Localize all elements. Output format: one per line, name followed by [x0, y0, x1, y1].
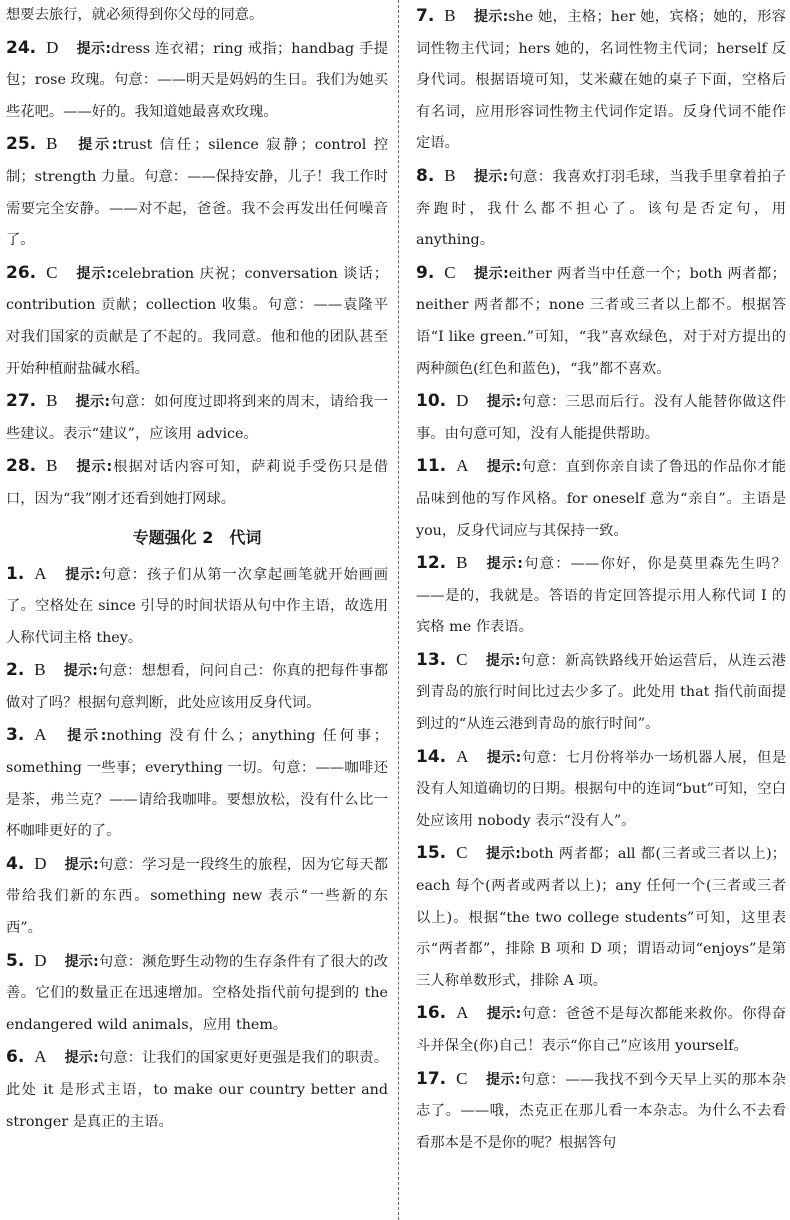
- answer-letter: B: [456, 553, 468, 573]
- answer-item: [6, 450, 388, 515]
- explanation-text: 句意：——我找不到今天早上买的那本杂志了。——哦，杰克正在那儿看一本杂志。为什么不去看看那本是不是你的呢？根据答句: [416, 1071, 786, 1151]
- question-number: 13.: [416, 649, 447, 670]
- answer-item: [416, 0, 786, 160]
- hint-label: 提示:: [485, 652, 521, 669]
- explanation-text: 句意：学习是一段终生的旅程，因为它每天都带给我们新的东西。something new 表示“一些新的东西”。: [6, 856, 388, 937]
- question-number: 8.: [416, 165, 435, 186]
- hint-label: 提示:: [76, 40, 111, 57]
- answer-letter: B: [34, 660, 46, 680]
- right-column: [404, 0, 790, 1159]
- hint-label: 提示:: [75, 459, 113, 476]
- answer-item: [6, 1041, 388, 1138]
- answer-letter: B: [444, 6, 456, 25]
- explanation-text: celebration 庆祝；conversation 谈话；contribution 贡献；collection 收集。句意：——袁隆平对我们国家的贡献是了不起的。我同意。他和他的团队甚至开始种植耐盐碱水稻。: [6, 265, 388, 377]
- question-number: 4.: [6, 853, 25, 874]
- continuation-text: 想要去旅行，就必须得到你父母的同意。: [6, 7, 264, 23]
- hint-label: 提示:: [486, 394, 522, 411]
- answer-item: [416, 385, 786, 450]
- answer-item: [6, 32, 388, 129]
- explanation-text: 句意：新高铁路线开始运营后，从连云港到青岛的旅行时间比过去少多了。此处用 that 指代前面提到过的“从连云港到青岛的旅行时间”。: [416, 652, 786, 733]
- answer-item: [6, 257, 388, 385]
- explanation-text: she 她，主格；her 她，宾格；她的，形容词性物主代词；hers 她的，名词性物主代词；herself 反身代词。根据语境可知，艾米藏在她的桌子下面，空格后有名词，应用形容词性物主代词作定语。反身代词不能作定语。: [416, 9, 786, 152]
- hint-label: 提示:: [75, 265, 112, 282]
- explanation-text: both 两者都；all 都(三者或三者以上)；each 每个(两者或两者以上)；any 任何一个(三者或三者以上)。根据“the two college students”可知，这里表示“两者都”，排除 B 项和 D 项；谓语动词“enjoys”是第三人称单数形式，排除 A 项。: [416, 846, 787, 989]
- explanation-text: 句意：孩子们从第一次拿起画笔就开始画画了。空格处在 since 引导的时间状语从句中作主语，故选用人称代词主格 they。: [6, 566, 388, 646]
- question-number: 17.: [416, 1068, 447, 1089]
- question-number: 27.: [6, 391, 37, 412]
- answer-item: [416, 450, 786, 547]
- question-number: 10.: [416, 391, 447, 412]
- hint-label: 提示:: [473, 168, 509, 185]
- answer-item: [6, 558, 388, 655]
- hint-label: 提示:: [64, 566, 101, 583]
- question-number: 7.: [416, 6, 435, 26]
- hint-label: 提示:: [473, 265, 509, 282]
- hint-label: 提示:: [75, 394, 111, 411]
- question-number: 14.: [416, 746, 447, 767]
- answer-item: [6, 654, 388, 719]
- question-number: 12.: [416, 553, 447, 574]
- explanation-text: 句意：爸爸不是每次都能来救你。你得奋斗并保全(你)自己！表示“你自己”应该用 yourself。: [416, 1006, 786, 1054]
- answer-item: [6, 385, 388, 450]
- answer-letter: B: [444, 165, 456, 185]
- hint-label: 提示:: [64, 1050, 99, 1067]
- answer-item: [416, 741, 786, 838]
- question-number: 24.: [6, 37, 37, 58]
- answer-letter: D: [46, 37, 59, 57]
- section-title: [6, 520, 388, 556]
- explanation-text: 句意：如何度过即将到来的周末，请给我一些建议。表示“建议”，应该用 advice。: [6, 394, 388, 442]
- explanation-text: either 两者当中任意一个；both 两者都；neither 两者都不；none 三者或三者以上都不。根据答语“I like green.”可知，“我”喜欢绿色，对于对方提出的两种颜色(红色和蓝色)，“我”都不喜欢。: [416, 265, 786, 377]
- hint-label: 提示:: [64, 953, 99, 970]
- explanation-text: 句意：三思而后行。没有人能替你做这件事。由句意可知，没有人能提供帮助。: [416, 394, 786, 442]
- answer-letter: C: [456, 1068, 468, 1088]
- question-number: 16.: [416, 1003, 447, 1024]
- hint-label: 提示:: [485, 1071, 521, 1088]
- left-items-group-a: [6, 32, 388, 516]
- answer-item: [6, 945, 388, 1042]
- explanation-text: 句意：让我们的国家更好更强是我们的职责。此处 it 是形式主语，to make our country better and stronger 是真正的主语。: [6, 1050, 388, 1130]
- hint-label: 提示:: [63, 663, 98, 680]
- answer-letter: B: [46, 456, 58, 476]
- answer-letter: A: [34, 725, 47, 745]
- hint-label: 提示:: [486, 749, 522, 766]
- answer-letter: C: [444, 262, 456, 282]
- question-number: 15.: [416, 843, 447, 864]
- answer-letter: D: [456, 391, 469, 411]
- answer-item: [6, 128, 388, 256]
- explanation-text: 句意：濒危野生动物的生存条件有了很大的改善。它们的数量正在迅速增加。空格处指代前句提到的 the endangered wild animals，应用 them。: [6, 953, 388, 1033]
- answer-letter: D: [34, 950, 47, 970]
- question-number: 11.: [416, 456, 447, 477]
- question-number: 28.: [6, 456, 37, 477]
- answer-item: [416, 160, 786, 257]
- explanation-text: 句意：——你好，你是莫里森先生吗？——是的，我就是。答语的肯定回答提示用人称代词 I 的宾格 me 作表语。: [416, 556, 786, 636]
- answer-item: [416, 837, 786, 997]
- answer-item: [416, 1063, 786, 1160]
- answer-letter: B: [46, 391, 58, 411]
- explanation-text: 句意：想想看，问问自己：你真的把每件事都做对了吗？根据句意判断，此处应该用反身代词。: [6, 663, 388, 711]
- answer-letter: C: [456, 649, 468, 669]
- explanation-text: dress 连衣裙；ring 戒指；handbag 手提包；rose 玫瑰。句意：——明天是妈妈的生日。我们为她买些花吧。——好的。我知道她最喜欢玫瑰。: [6, 40, 388, 120]
- answer-letter: B: [46, 134, 58, 154]
- answer-letter: D: [34, 853, 47, 873]
- question-number: 1.: [6, 563, 25, 584]
- answer-item: [416, 997, 786, 1062]
- question-number: 3.: [6, 725, 25, 746]
- question-number: 9.: [416, 262, 435, 283]
- question-number: 5.: [6, 950, 25, 971]
- hint-label: 提示:: [486, 459, 522, 476]
- answer-letter: A: [456, 456, 469, 476]
- left-items-group-b: [6, 558, 388, 1139]
- hint-label: 提示:: [486, 1006, 522, 1023]
- column-divider: [398, 0, 399, 1220]
- answer-letter: A: [34, 1047, 47, 1067]
- question-number: 2.: [6, 660, 25, 681]
- answer-letter: C: [46, 262, 58, 282]
- explanation-text: 句意：直到你亲自读了鲁迅的作品你才能品味到他的写作风格。for oneself 意为“亲自”。主语是 you，反身代词应与其保持一致。: [416, 459, 786, 539]
- question-number: 25.: [6, 134, 37, 155]
- section-title-sub: 代词: [229, 527, 262, 547]
- hint-label: 提示:: [75, 137, 118, 154]
- answer-item: [6, 719, 388, 847]
- explanation-text: 句意：七月份将举办一场机器人展，但是没有人知道确切的日期。根据句中的连词“but”可知，空白处应该用 nobody 表示“没有人”。: [416, 749, 786, 829]
- answer-letter: A: [34, 563, 47, 583]
- hint-label: 提示:: [485, 846, 521, 863]
- hint-label: 提示:: [64, 856, 99, 873]
- hint-label: 提示:: [64, 728, 107, 745]
- answer-letter: C: [456, 843, 468, 863]
- explanation-text: 根据对话内容可知，萨莉说手受伤只是借口，因为“我”刚才还看到她打网球。: [6, 459, 388, 507]
- right-items-group: [416, 0, 786, 1159]
- answer-item: [416, 547, 786, 644]
- answer-item: [416, 257, 786, 385]
- question-number: 26.: [6, 262, 37, 283]
- answer-item: [416, 644, 786, 741]
- left-column: [0, 0, 392, 1138]
- answer-letter: A: [456, 746, 469, 766]
- hint-label: 提示:: [473, 9, 509, 25]
- answer-letter: A: [456, 1003, 469, 1023]
- explanation-text: 句意：我喜欢打羽毛球，当我手里拿着拍子奔跑时，我什么都不担心了。该句是否定句，用 anything。: [416, 168, 786, 249]
- answer-item: [6, 848, 388, 945]
- question-number: 6.: [6, 1047, 25, 1068]
- explanation-text: trust 信任；silence 寂静；control 控制；strength 力量。句意：——保持安静，儿子！我工作时需要完全安静。——对不起，爸爸。我不会再发出任何噪音了。: [6, 137, 388, 249]
- explanation-text: nothing 没有什么；anything 任何事；something 一些事；everything 一切。句意：——咖啡还是茶，弗兰克？——请给我咖啡。要想放松，没有什么比一杯咖啡更好的了。: [6, 728, 388, 840]
- hint-label: 提示:: [485, 556, 523, 573]
- section-title-main: 专题强化 2: [132, 527, 214, 547]
